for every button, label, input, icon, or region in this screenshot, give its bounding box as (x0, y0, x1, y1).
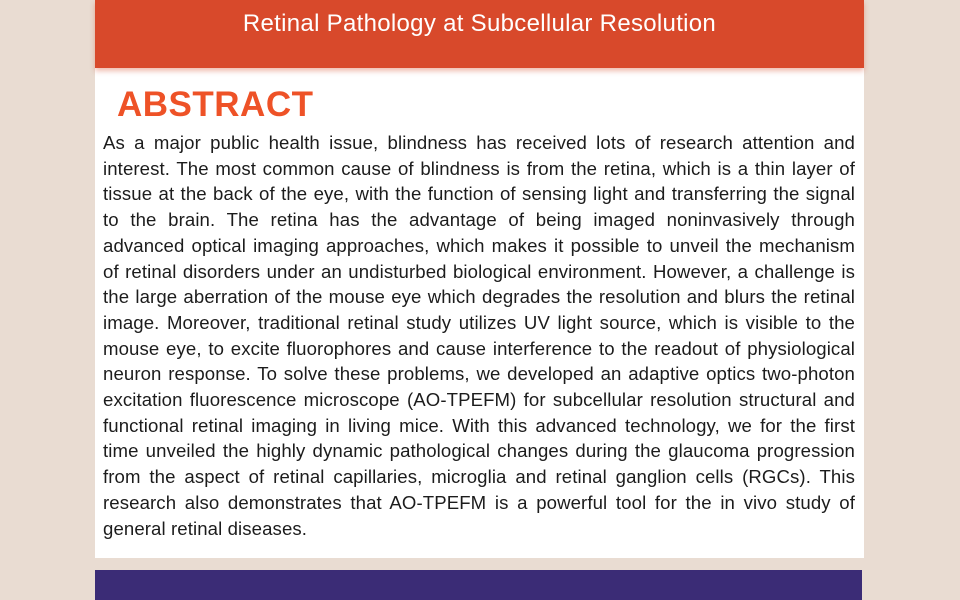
abstract-heading: ABSTRACT (117, 85, 314, 124)
page-title: Retinal Pathology at Subcellular Resolution (242, 10, 717, 37)
abstract-body-text: As a major public health issue, blindness has received lots of research attention and interest. The most common cause of blindness is from the retina, which is a thin layer of tissue at the back of the eye, with the function of sensing light and transferring the signal to the brain. The retina has the advantage of being imaged noninvasively through advanced optical imaging approaches, which makes it possible to unveil the mechanism of retinal disorders under an undisturbed biological environment. However, a challenge is the large aberration of the mouse eye which degrades the resolution and blurs the retinal image. Moreover, traditional retinal study utilizes UV light source, which is visible to the mouse eye, to excite fluorophores and cause interference to the readout of physiological neuron response. To solve these problems, we developed an adaptive optics two-photon excitation fluorescence microscope (AO-TPEFM) for subcellular resolution structural and functional retinal imaging in living mice. With this advanced technology, we for the first time unveiled the highly dynamic pathological changes during the glaucoma progression from the aspect of retinal capillaries, microglia and retinal ganglion cells (RGCs). This research also demonstrates that AO-TPEFM is a powerful tool for the in vivo study of general retinal diseases. (103, 132, 855, 539)
footer-bar (95, 570, 862, 600)
abstract-section (95, 68, 864, 558)
header-banner (95, 0, 864, 68)
